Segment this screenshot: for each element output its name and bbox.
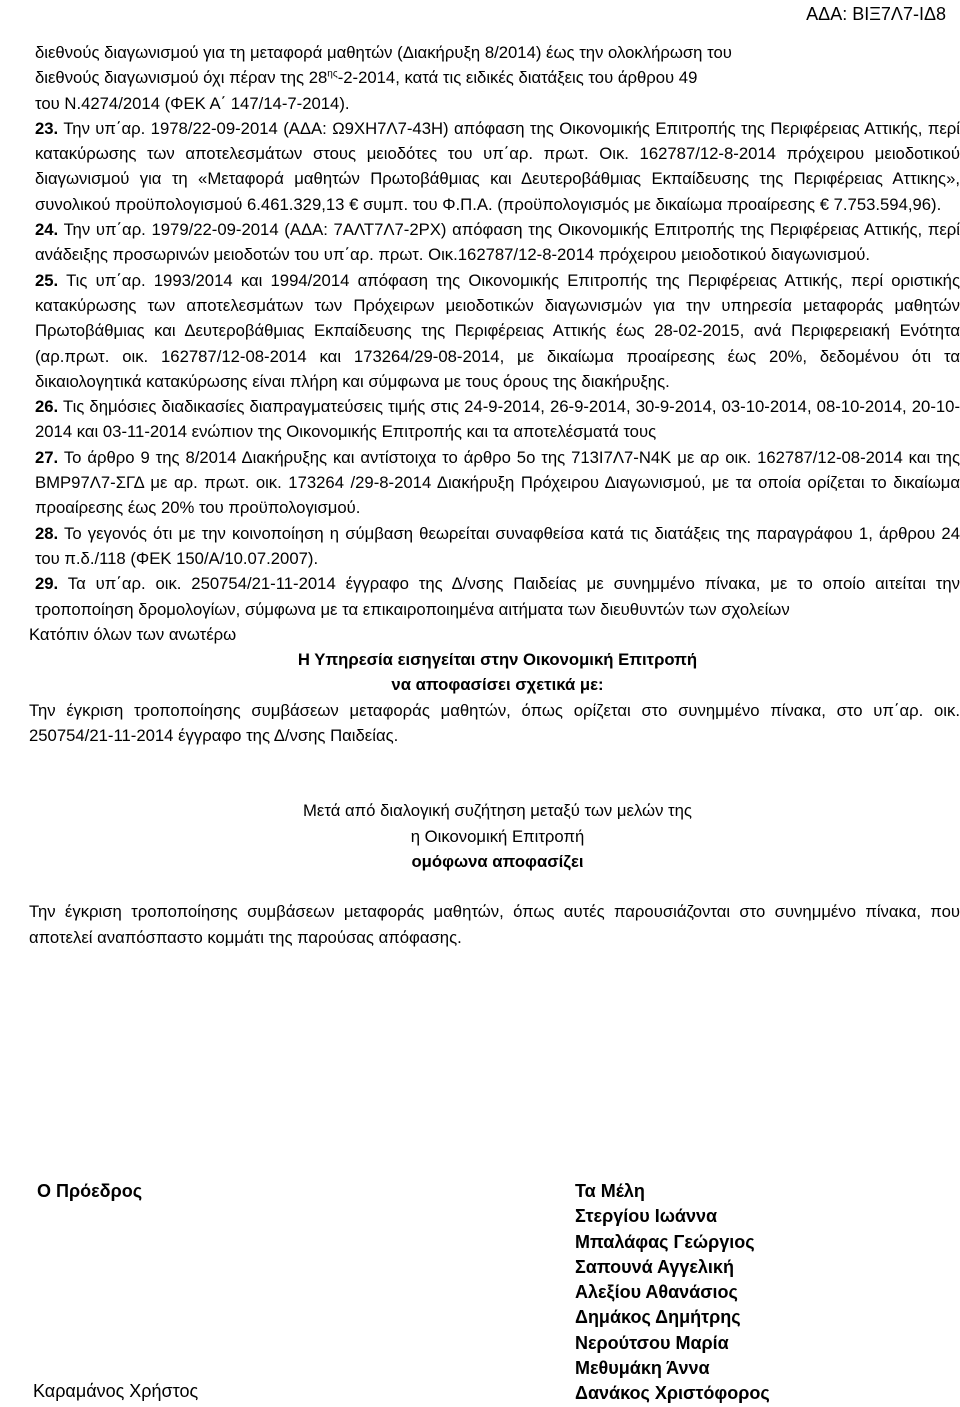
member-name: Μπαλάφας Γεώργιος <box>575 1231 755 1252</box>
proposal-text: Την έγκριση τροποποίησης συμβάσεων μεταφοράς μαθητών, όπως ορίζεται στο συνημμένο πίνακα, στο υπ΄αρ. οικ. 250754/21-11-2014 έγγραφο της Δ/νσης Παιδείας. <box>29 700 960 746</box>
member-name: Μεθυμάκη Άννα <box>575 1358 710 1379</box>
members-title: Τα Μέλη <box>575 1181 645 1201</box>
item-text: Τις δημόσιες διαδικασίες διαπραγματεύσεις τιμής στις 24-9-2014, 26-9-2014, 30-9-2014, 03-10-2014, 08-10-2014, 20-10-2014 και 03-11-2014 ενώπιον της Οικονομικής Επιτροπής και τα αποτελέσματά τους <box>35 397 960 442</box>
item-text: Την υπ΄αρ. 1978/22-09-2014 (ΑΔΑ: Ω9ΧΗ7Λ7-43Η) απόφαση της Οικονομικής Επιτροπής της Περιφέρειας Αττικής, περί κατακύρωσης των αποτελεσμάτων στους μειοδότες του υπ΄αρ. πρωτ. Οικ. 162787/12-8-2014 πρόχειρου μειοδοτικού διαγωνισμού για τη «Μεταφορά μαθητών Πρωτοβάθμιας και Δευτεροβάθμιας Εκπαίδευσης της Περιφέρειας Αττικης», συνολικού προϋπολογισμού 6.461.329,13 € συμπ. του Φ.Π.Α. (προϋπολογισμός με δικαίωμα προαίρεσης € 7.753.594,96). <box>35 118 960 214</box>
discussion-line-1: Μετά από διαλογική συζήτηση μεταξύ των μελών της <box>303 801 692 821</box>
list-item-23 <box>35 116 960 217</box>
item-text: Το γεγονός ότι με την κοινοποίηση η σύμβαση θεωρείται συναφθείσα κατά τις διατάξεις της παραγράφου 1, άρθρου 24 του π.δ./118 (ΦΕΚ 150/Α/10.07.2007). <box>35 523 960 568</box>
intro-line-3: του Ν.4274/2014 (ΦΕΚ Α΄ 147/14-7-2014). <box>35 93 350 113</box>
service-heading-2: να αποφασίσει σχετικά με: <box>391 675 604 695</box>
ada-code: ΑΔΑ: ΒΙΞ7Λ7-ΙΔ8 <box>806 4 946 24</box>
after-all-text: Κατόπιν όλων των ανωτέρω <box>29 624 237 644</box>
list-item-24 <box>35 217 960 268</box>
intro-line-2-sup: ης <box>327 68 338 80</box>
item-number: 25. <box>35 270 59 290</box>
item-number: 26. <box>35 397 59 417</box>
member-name: Νερούτσου Μαρία <box>575 1332 729 1353</box>
member-name: Δημάκος Δημήτρης <box>575 1307 741 1328</box>
decision-text: Την έγκριση τροποποίησης συμβάσεων μεταφοράς μαθητών, όπως αυτές παρουσιάζονται στο συνημμένο πίνακα, που αποτελεί αναπόσπαστο κομμάτι της παρούσας απόφασης. <box>29 902 960 947</box>
item-text: Τις υπ΄αρ. 1993/2014 και 1994/2014 απόφαση της Οικονομικής Επιτροπής της Περιφέρειας Αττικής, περί οριστικής κατακύρωσης των αποτελεσμάτων των Πρόχειρων μειοδοτικών διαγωνισμών για την υπηρεσία μεταφοράς μαθητών Πρωτοβάθμιας και Δευτεροβάθμιας Εκπαίδευσης της Περιφέρειας Αττικής έως 28-02-2015, ανά Περιφερειακή Ενότητα (αρ.πρωτ. οικ. 162787/12-08-2014 και 173264/29-08-2014, με δικαίωμα προαίρεσης έως 20%, δεδομένου ότι τα δικαιολογητικά κατακύρωσης είναι πλήρη και σύμφωνα με τους όρους της διακήρυξης. <box>35 270 960 391</box>
document-body <box>29 40 960 950</box>
item-number: 27. <box>35 447 59 467</box>
members-block <box>575 1179 770 1407</box>
list-item-29 <box>35 571 960 622</box>
item-number: 23. <box>35 118 59 138</box>
list-item-27 <box>35 445 960 521</box>
item-number: 24. <box>35 220 59 240</box>
unanimous-heading: ομόφωνα αποφασίζει <box>411 851 584 871</box>
member-name: Στεργίου Ιωάννα <box>575 1206 718 1227</box>
item-text: Την υπ΄αρ. 1979/22-09-2014 (ΑΔΑ: 7ΑΛΤ7Λ7-2ΡΧ) απόφαση της Οικονομικής Επιτροπής της Περιφέρειας Αττικής, περί ανάδειξης προσωρινών μειοδοτών του υπ΄αρ. πρωτ. Οικ.162787/12-8-2014 πρόχειρου μειοδοτικού διαγωνισμού. <box>35 220 960 265</box>
discussion-line-2: η Οικονομική Επιτροπή <box>410 826 585 846</box>
member-name: Αλεξίου Αθανάσιος <box>575 1282 738 1303</box>
list-item-26 <box>35 394 960 445</box>
item-text: Το άρθρο 9 της 8/2014 Διακήρυξης και αντίστοιχα το άρθρο 5ο της 713Ι7Λ7-Ν4Κ με αρ οικ. 162787/12-08-2014 και της ΒΜΡ97Λ7-ΣΓΔ με αρ. πρωτ. οικ. 173264 /29-8-2014 Διακήρυξη Πρόχειρου Διαγωνισμού, με τα οποία ορίζεται το δικαίωμα προαίρεσης έως 20% του προϋπολογισμού. <box>35 447 960 518</box>
president-name: Καραμάνος Χρήστος <box>33 1381 199 1401</box>
intro-line-1: διεθνούς διαγωνισμού για τη μεταφορά μαθητών (Διακήρυξη 8/2014) έως την ολοκλήρωση του <box>35 43 732 62</box>
item-number: 29. <box>35 574 59 594</box>
item-text: Τα υπ΄αρ. οικ. 250754/21-11-2014 έγγραφο της Δ/νσης Παιδείας με συνημμένο πίνακα, με το οποίο αιτείται την τροποποίηση δρομολογίων, σύμφωνα με τα επικαιροποιημένα αιτήματα των διευθυντών των σχολείων <box>35 574 960 619</box>
intro-line-2b: -2-2014, κατά τις ειδικές διατάξεις του άρθρου 49 <box>337 68 698 88</box>
list-item-28 <box>35 521 960 572</box>
intro-line-2 <box>35 65 960 90</box>
member-name: Σαπουνά Αγγελική <box>575 1256 734 1277</box>
item-number: 28. <box>35 523 59 543</box>
service-heading-1: Η Υπηρεσία εισηγείται στην Οικονομική Επιτροπή <box>297 650 698 670</box>
member-name: Δανάκος Χριστόφορος <box>575 1383 770 1404</box>
intro-line-2a: διεθνούς διαγωνισμού όχι πέραν της 28 <box>35 68 328 88</box>
list-item-25 <box>35 268 960 394</box>
president-title: Ο Πρόεδρος <box>37 1181 143 1201</box>
